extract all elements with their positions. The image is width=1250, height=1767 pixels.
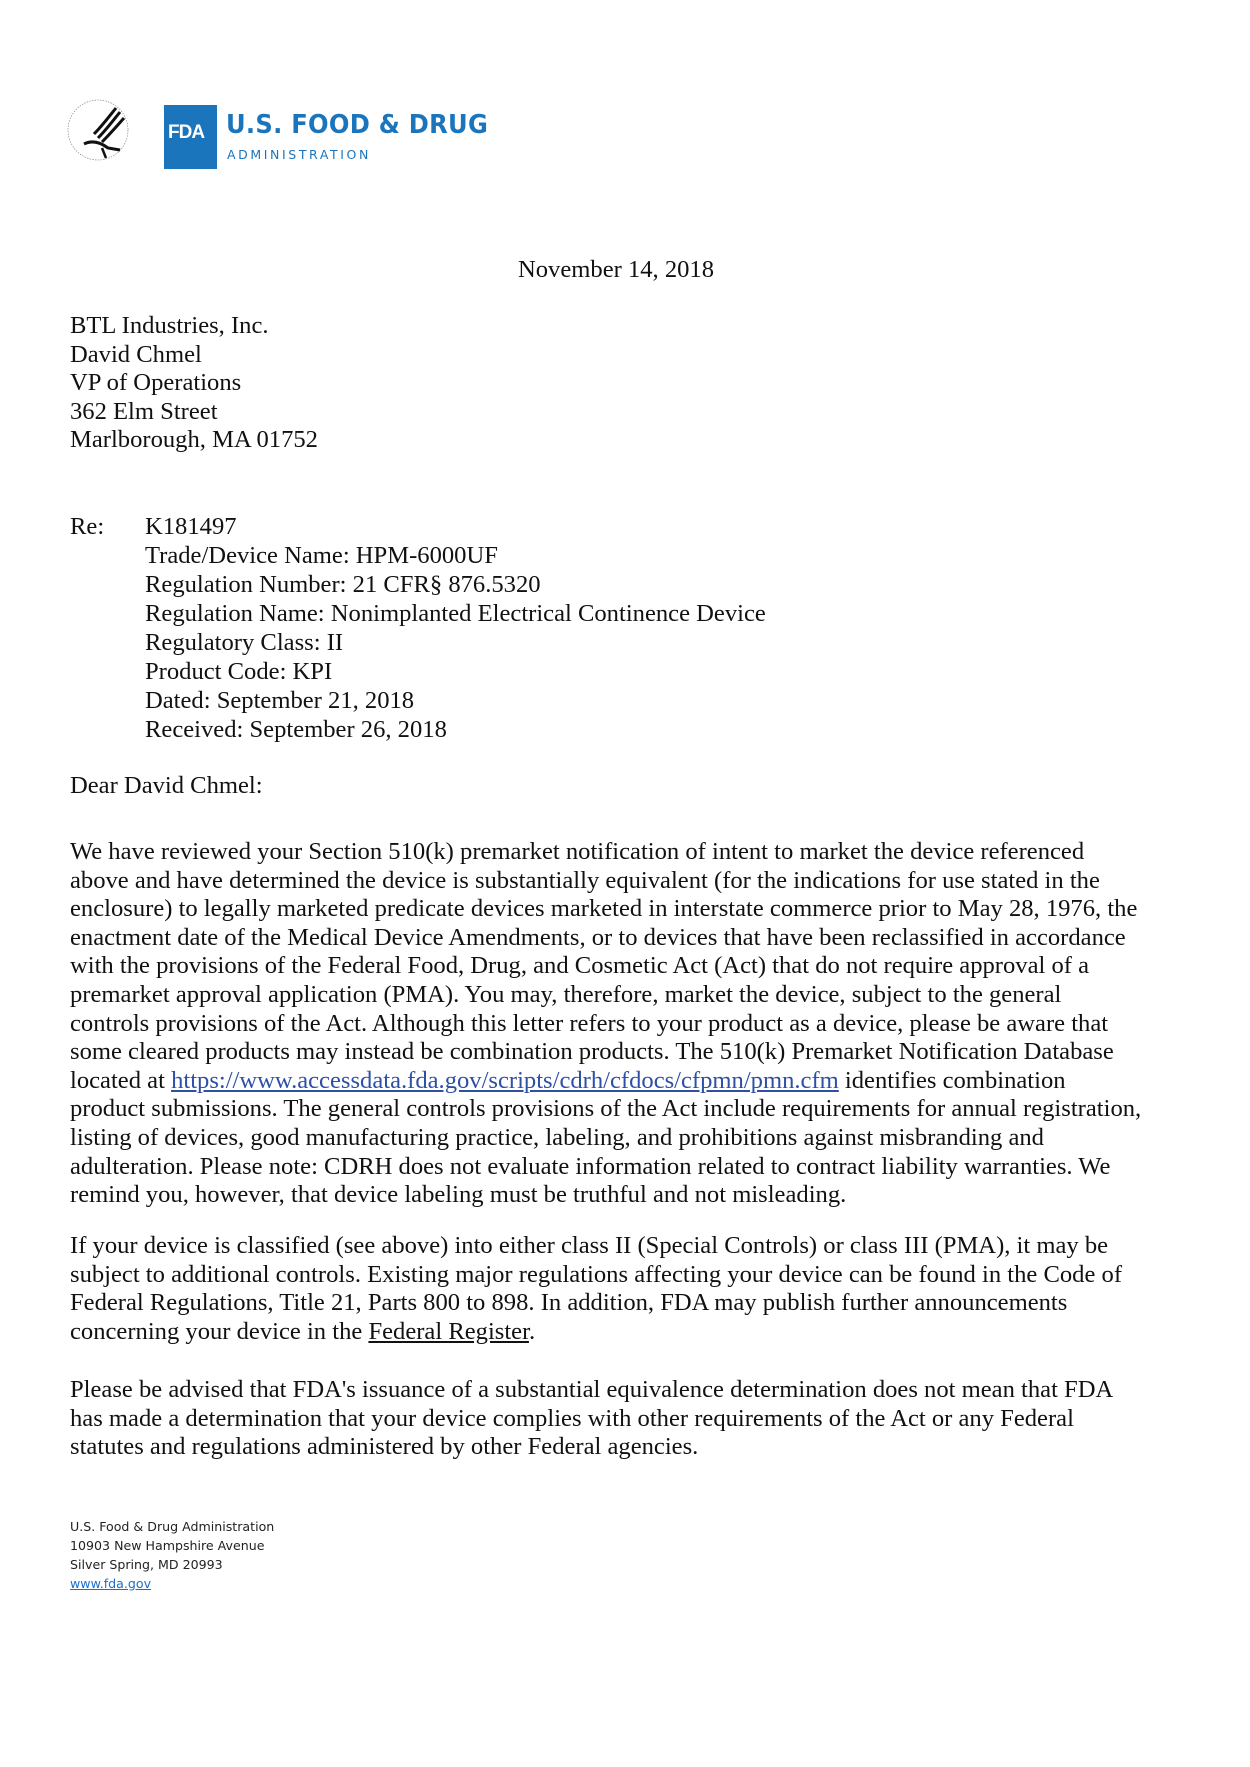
link-prefix: located at [70,1066,172,1094]
fda-logo-box [164,105,217,169]
re-label: Re: [70,513,105,540]
recipient-city: Marlborough, MA 01752 [70,426,318,453]
paragraph-line: We have reviewed your Section 510(k) premarket notification of intent to market the device referenced [70,838,1085,865]
product-code: Product Code: KPI [145,658,333,685]
paragraph-line: premarket approval application (PMA). You may, therefore, market the device, subject to the general [70,981,1062,1008]
agency-title: U.S. FOOD & DRUG [226,110,489,140]
fda-website-link[interactable]: www.fda.gov [70,1576,152,1591]
regulation-name: Regulation Name: Nonimplanted Electrical Continence Device [145,600,766,627]
paragraph-line: with the provisions of the Federal Food, Drug, and Cosmetic Act (Act) that do not require approval of a [70,952,1090,980]
agency-subtitle: ADMINISTRATION [227,147,371,162]
regulation-number: Regulation Number: 21 CFR§ 876.5320 [145,571,541,598]
paragraph-line-with-link [70,1317,536,1345]
trade-device-name: Trade/Device Name: HPM-6000UF [145,542,498,569]
recipient-name: David Chmel [70,340,202,368]
federal-register-reference: Federal Register [368,1317,529,1345]
paragraph-line: statutes and regulations administered by other Federal agencies. [70,1433,699,1461]
text-suffix: . [528,1317,536,1345]
link-suffix: identifies combination [838,1066,1066,1094]
letter-date: November 14, 2018 [518,256,715,283]
paragraph-line-with-link [70,1066,1066,1094]
pmn-database-link[interactable]: https://www.accessdata.fda.gov/scripts/cdrh/cfdocs/cfpmn/pmn.cfm [171,1066,839,1094]
recipient-title: VP of Operations [70,369,242,396]
fda-logo-text: FDA [168,122,205,143]
recipient-company: BTL Industries, Inc. [70,312,269,339]
footer-city: Silver Spring, MD 20993 [70,1557,223,1572]
text-prefix: concerning your device in the [70,1317,369,1345]
paragraph-line: adulteration. Please note: CDRH does not evaluate information related to contract liability warranties. We [70,1152,1111,1180]
received: Received: September 26, 2018 [145,716,447,743]
recipient-street: 362 Elm Street [70,397,218,425]
hhs-seal-icon [64,96,136,164]
salutation: Dear David Chmel: [70,772,263,799]
dated: Dated: September 21, 2018 [145,687,415,714]
paragraph-line: controls provisions of the Act. Although this letter refers to your product as a device, please be aware that [70,1009,1109,1037]
paragraph-line: has made a determination that your device complies with other requirements of the Act or any Federal [70,1404,1074,1432]
footer-street: 10903 New Hampshire Avenue [70,1538,265,1553]
paragraph-line: Please be advised that FDA's issuance of a substantial equivalence determination does not mean that FDA [70,1376,1114,1403]
paragraph-line: above and have determined the device is substantially equivalent (for the indications for use stated in the [70,866,1100,894]
paragraph-line: subject to additional controls. Existing major regulations affecting your device can be found in the Code of [70,1260,1123,1288]
paragraph-line: enactment date of the Medical Device Amendments, or to devices that have been reclassified in accordance [70,923,1126,951]
paragraph-line: If your device is classified (see above) into either class II (Special Controls) or class III (PMA), it may be [70,1232,1109,1259]
footer-agency: U.S. Food & Drug Administration [70,1519,275,1534]
paragraph-line: product submissions. The general controls provisions of the Act include requirements for annual registration, [70,1095,1142,1123]
paragraph-line: enclosure) to legally marketed predicate devices marketed in interstate commerce prior to May 28, 1976, the [70,895,1138,923]
paragraph-line: Federal Regulations, Title 21, Parts 800 to 898. In addition, FDA may publish further announcements [70,1289,1068,1317]
paragraph-line: listing of devices, good manufacturing practice, labeling, and prohibitions against misbranding and [70,1124,1044,1151]
paragraph-line: some cleared products may instead be combination products. The 510(k) Premarket Notification Database [70,1038,1114,1066]
regulatory-class: Regulatory Class: II [145,629,344,656]
paragraph-line: remind you, however, that device labeling must be truthful and not misleading. [70,1181,847,1209]
submission-number: K181497 [145,513,237,540]
